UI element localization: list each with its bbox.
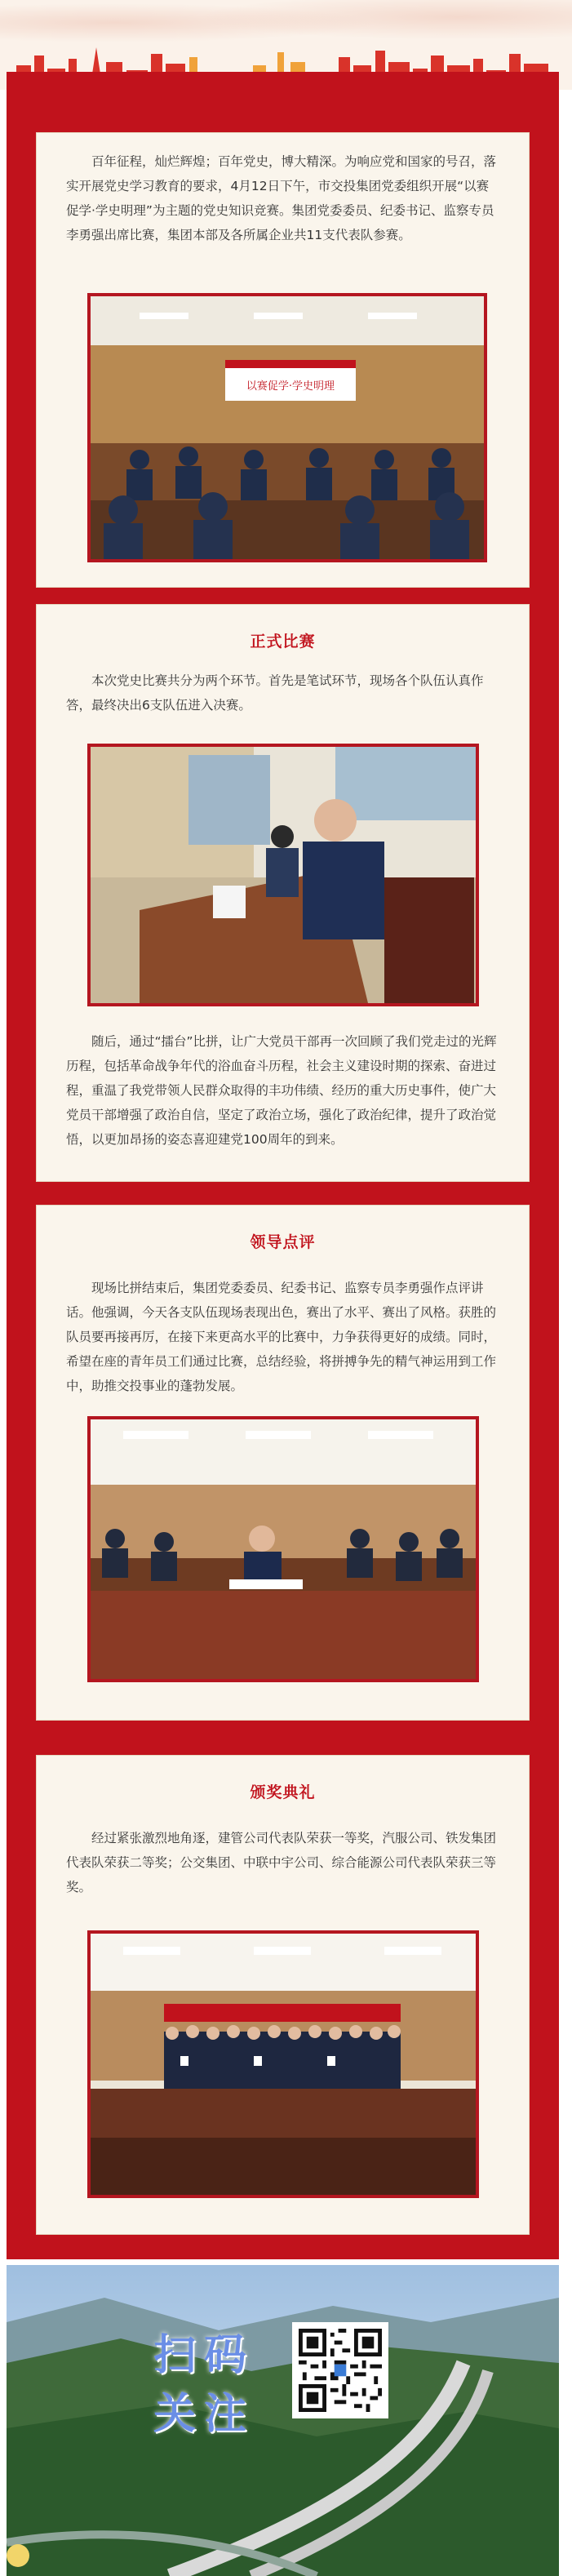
written-test-photo [87, 744, 479, 1006]
banner-caption: 以赛促学·学史明理 [246, 380, 335, 393]
section-title-competition: 正式比赛 [250, 633, 316, 651]
competition-paragraph-1: 本次党史比赛共分为两个环节。首先是笔试环节，现场各个队伍认真作答，最终决出6支队伍进入决赛。 [66, 673, 484, 713]
section-title-award: 颁奖典礼 [250, 1783, 316, 1801]
qr-code[interactable] [292, 2322, 388, 2418]
award-paragraph: 经过紧张激烈地角逐，建管公司代表队荣获一等奖，汽服公司、铁发集团代表队荣获二等奖；公交集团、中联中宇公司、综合能源公司代表队荣获三等奖。 [66, 1831, 497, 1894]
competition-card [36, 604, 530, 1182]
leader-review-paragraph: 现场比拼结束后，集团党委委员、纪委书记、监察专员李勇强作点评讲话。他强调，今天各支队伍现场表现出色，赛出了水平、赛出了风格。获胜的队员要再接再厉，在接下来更高水平的比赛中，力争获得更好的成绩。同时，希望在座的青年员工们通过比赛，总结经验，将拼搏争先的精气神运用到工作中，助推交投事业的蓬勃发展。 [66, 1281, 497, 1393]
intro-card [36, 132, 530, 588]
highway-landscape-illustration [7, 2265, 559, 2576]
qr-code-icon [299, 2329, 382, 2412]
leader-speech-photo [87, 1416, 479, 1682]
section-title-leader-review: 领导点评 [250, 1233, 316, 1251]
meeting-room-photo [87, 293, 487, 562]
scan-follow-text: 扫码关注 [153, 2331, 255, 2439]
award-card [36, 1755, 530, 2235]
intro-paragraph: 百年征程，灿烂辉煌；百年党史，博大精深。为响应党和国家的号召，落实开展党史学习教育的要求，4月12日下午，市交投集团党委组织开展“以赛促学·学史明理”为主题的党史知识竞赛。集团党委委员、纪委书记、监察专员李勇强出席比赛，集团本部及各所属企业共11支代表队参赛。 [66, 154, 497, 242]
leader-review-card [36, 1205, 530, 1721]
competition-paragraph-2: 随后，通过“擂台”比拼，让广大党员干部再一次回顾了我们党走过的光辉历程，包括革命战争年代的浴血奋斗历程，社会主义建设时期的探索、奋进过程，重温了我党带领人民群众取得的丰功伟绩、经历的重大历史事件，使广大党员干部增强了政治自信，坚定了政治立场，强化了政治纪律，提升了政治觉悟，以更加昂扬的姿态喜迎建党100周年的到来。 [66, 1034, 497, 1147]
award-group-photo [87, 1930, 479, 2198]
footer-scenery [7, 2265, 559, 2576]
